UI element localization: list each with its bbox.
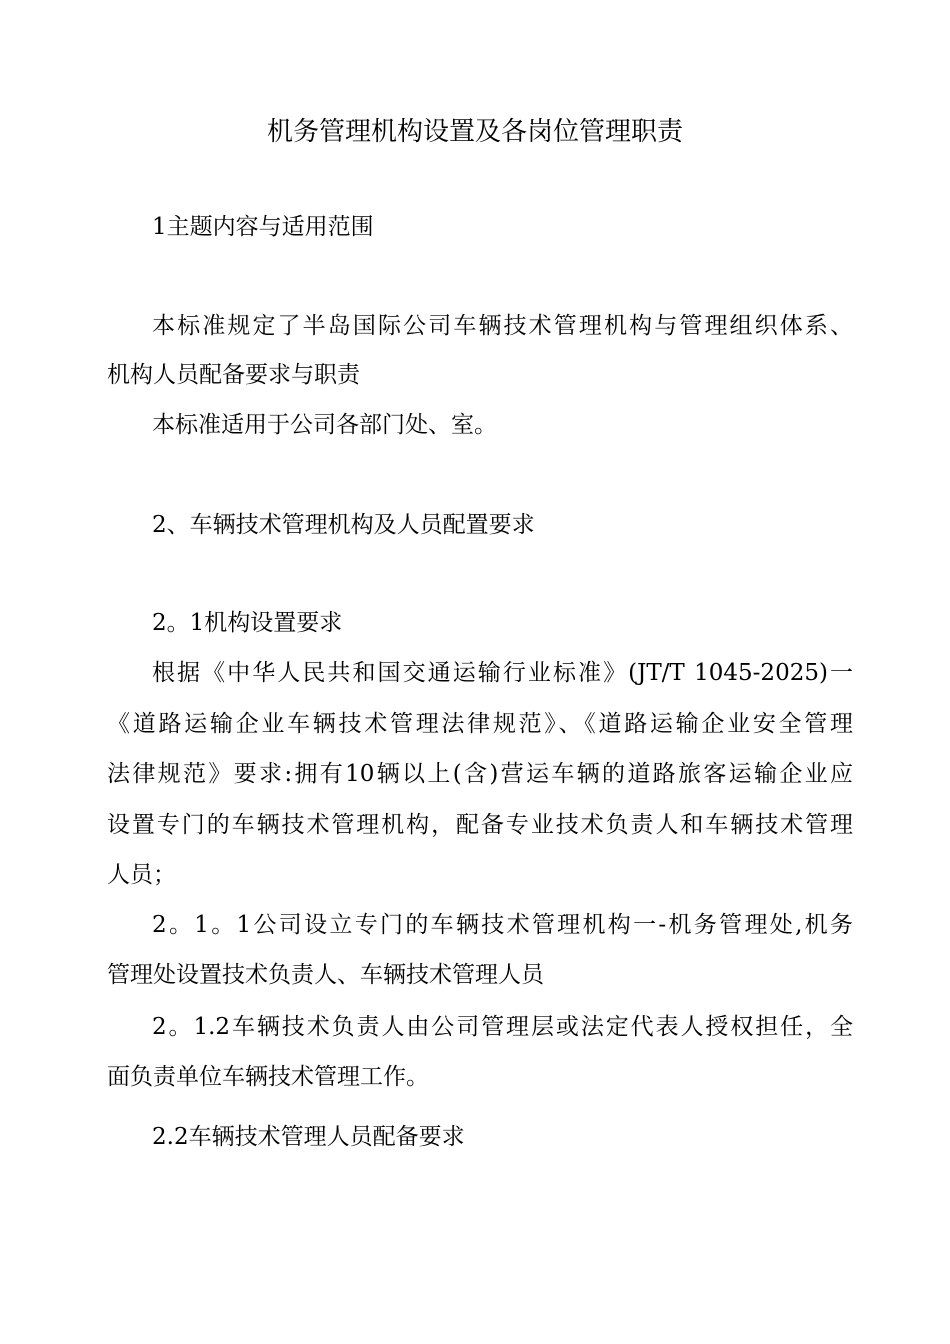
section-1-heading: 1主题内容与适用范围 <box>152 214 374 240</box>
paragraph-3-line-1: 根据《中华人民共和国交通运输行业标准》(JT/T 1045-2025)一 <box>152 660 853 686</box>
paragraph-3-line-2: 《道路运输企业车辆技术管理法律规范》、《道路运输企业安全管理 <box>107 711 853 737</box>
section-2-2-heading: 2.2车辆技术管理人员配备要求 <box>152 1124 465 1150</box>
paragraph-4-line-1: 2。1。1公司设立专门的车辆技术管理机构一-机务管理处,机务 <box>152 912 853 938</box>
paragraph-2: 本标准适用于公司各部门处、室。 <box>152 412 497 438</box>
paragraph-1-line-1: 本标准规定了半岛国际公司车辆技术管理机构与管理组织体系、 <box>152 313 853 339</box>
paragraph-1-line-2: 机构人员配备要求与职责 <box>107 362 360 388</box>
section-2-1-heading: 2。1机构设置要求 <box>152 610 343 636</box>
section-2-heading: 2、车辆技术管理机构及人员配置要求 <box>152 512 535 538</box>
paragraph-5-line-2: 面负责单位车辆技术管理工作。 <box>107 1064 429 1090</box>
paragraph-5-line-1: 2。1.2车辆技术负责人由公司管理层或法定代表人授权担任，全 <box>152 1014 853 1040</box>
paragraph-4-line-2: 管理处设置技术负责人、车辆技术管理人员 <box>107 962 544 988</box>
paragraph-3-line-3: 法律规范》要求:拥有10辆以上(含)营运车辆的道路旅客运输企业应 <box>107 761 853 787</box>
paragraph-3-line-5: 人员； <box>107 862 176 888</box>
document-title: 机务管理机构设置及各岗位管理职责 <box>266 117 683 147</box>
paragraph-3-line-4: 设置专门的车辆技术管理机构，配备专业技术负责人和车辆技术管理 <box>107 812 853 838</box>
